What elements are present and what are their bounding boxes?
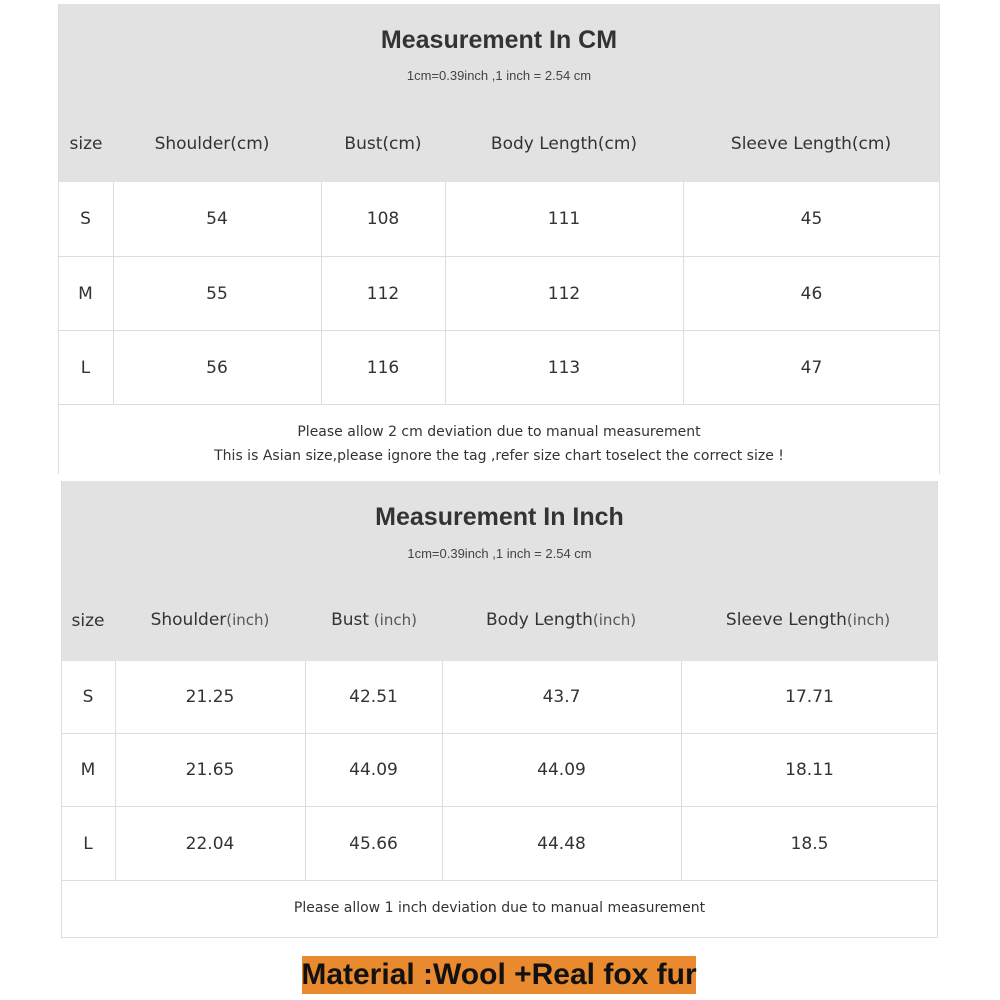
cm-header-size: size — [69, 134, 103, 154]
cm-deviation-note: Please allow 2 cm deviation due to manual measurement — [297, 424, 701, 440]
inch-header-body-length-label: Body Length — [485, 610, 593, 630]
bust-cell: 44.09 — [349, 760, 398, 780]
bust-cell: 45.66 — [349, 833, 398, 854]
asian-size-note: This is Asian size,please ignore the tag ,refer size chart toselect the correct size ! — [214, 448, 784, 464]
inch-size-chart — [61, 481, 938, 938]
cm-header-body-length: Body Length(cm) — [490, 134, 638, 154]
inch-header-sleeve-length — [726, 610, 890, 630]
cm-header-sleeve-length: Sleeve Length(cm) — [730, 134, 892, 154]
cm-header-panel — [58, 4, 940, 182]
sleeve-length-cell: 18.5 — [790, 833, 829, 854]
size-cell: L — [83, 833, 93, 854]
table-row — [58, 257, 940, 331]
inch-header-bust-label: Bust — [331, 610, 370, 630]
inch-header-bust — [331, 610, 417, 630]
shoulder-cell: 22.04 — [185, 833, 235, 854]
sleeve-length-cell: 47 — [800, 357, 823, 378]
shoulder-cell: 21.25 — [185, 687, 235, 707]
bust-cell: 108 — [366, 209, 400, 229]
shoulder-cell: 21.65 — [185, 760, 235, 780]
sleeve-length-cell: 17.71 — [785, 687, 834, 707]
sleeve-length-cell: 46 — [800, 283, 823, 304]
size-cell: M — [78, 283, 93, 304]
inch-header-shoulder-label: Shoulder — [150, 610, 227, 630]
inch-header-shoulder — [151, 610, 270, 630]
size-cell: M — [80, 760, 96, 780]
inch-header-body-length — [486, 610, 636, 630]
body-length-cell: 44.48 — [537, 833, 586, 854]
inch-header-body-length-unit: (inch) — [592, 611, 637, 629]
sleeve-length-cell: 45 — [800, 209, 823, 229]
inch-deviation-note: Please allow 1 inch deviation due to manual measurement — [293, 900, 706, 916]
inch-header-panel — [61, 481, 938, 661]
table-row — [61, 734, 938, 807]
size-cell: S — [80, 209, 91, 229]
shoulder-cell: 54 — [206, 209, 228, 229]
bust-cell: 42.51 — [349, 687, 398, 707]
inch-header-size: size — [71, 611, 105, 631]
body-length-cell: 43.7 — [542, 687, 581, 707]
inch-header-sleeve-length-unit: (inch) — [846, 611, 891, 629]
cm-header-bust: Bust(cm) — [344, 134, 422, 154]
table-row — [61, 807, 938, 881]
cm-size-chart — [58, 4, 940, 474]
cm-header-shoulder: Shoulder(cm) — [154, 134, 270, 154]
shoulder-cell: 56 — [206, 357, 228, 378]
bust-cell: 116 — [366, 357, 400, 378]
body-length-cell: 44.09 — [537, 760, 586, 780]
body-length-cell: 112 — [547, 283, 581, 304]
body-length-cell: 111 — [547, 209, 581, 229]
size-cell: S — [82, 687, 94, 707]
bust-cell: 112 — [366, 283, 400, 304]
inch-header-shoulder-unit: (inch) — [226, 611, 270, 629]
table-row — [58, 182, 940, 257]
inch-conversion-note: 1cm=0.39inch ,1 inch = 2.54 cm — [407, 546, 592, 561]
material-banner: Material :Wool +Real fox fur — [302, 956, 696, 994]
shoulder-cell: 55 — [206, 283, 228, 304]
inch-header-sleeve-length-label: Sleeve Length — [725, 610, 847, 630]
cm-title: Measurement In CM — [380, 26, 618, 54]
table-row — [58, 331, 940, 405]
inch-header-bust-unit: (inch) — [369, 611, 417, 629]
sleeve-length-cell: 18.11 — [785, 760, 834, 780]
size-cell: L — [80, 357, 91, 378]
cm-conversion-note: 1cm=0.39inch ,1 inch = 2.54 cm — [406, 68, 592, 83]
inch-title: Measurement In Inch — [375, 503, 624, 531]
table-row — [61, 661, 938, 734]
body-length-cell: 113 — [547, 357, 581, 378]
